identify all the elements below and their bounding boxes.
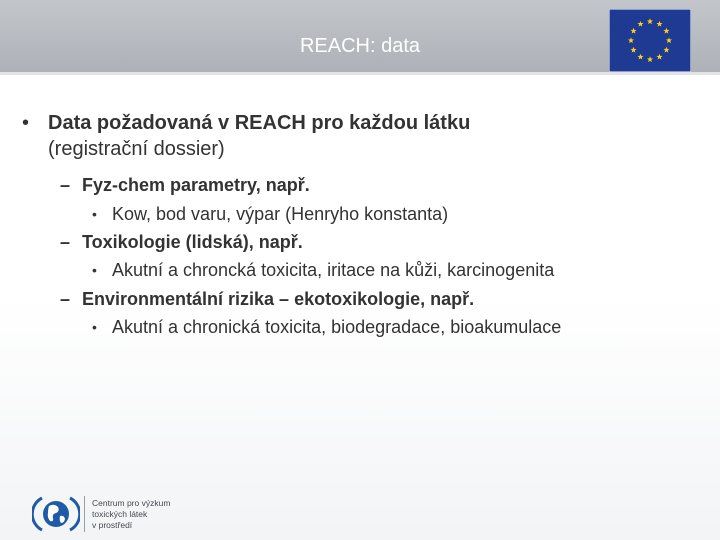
header-stripe — [0, 72, 720, 75]
globe-logo-icon — [32, 492, 80, 536]
logo-text-line: toxických látek — [92, 509, 148, 519]
subitem-text: Kow, bod varu, výpar (Henryho konstanta) — [112, 204, 449, 224]
main-bullet-normal: (registrační dossier) — [48, 138, 225, 160]
item-label: Fyz-chem parametry, např. — [82, 175, 310, 195]
item-label: Toxikologie (lidská), např. — [82, 232, 303, 252]
recetox-logo — [32, 492, 232, 536]
dash-marker: – — [60, 289, 71, 309]
bullet-dot: • — [92, 262, 97, 278]
logo-text-line: v prostředí — [92, 520, 133, 530]
bullet-dot: • — [92, 319, 97, 335]
subitem-text: Akutní a chroncká toxicita, iritace na kůži, karcinogenita — [112, 260, 555, 280]
dash-marker: – — [60, 175, 71, 195]
bullet-dot: • — [92, 206, 97, 222]
bullet-dot: • — [22, 112, 30, 134]
logo-separator — [84, 496, 85, 532]
logo-text-line: Centrum pro výzkum — [92, 498, 171, 508]
item-label: Environmentální rizika – ekotoxikologie, např. — [82, 289, 475, 309]
dash-marker: – — [60, 232, 71, 252]
main-bullet-bold: Data požadovaná v REACH pro každou látku — [48, 112, 471, 134]
subitem-text: Akutní a chronická toxicita, biodegradace, bioakumulace — [112, 317, 562, 337]
eu-flag-icon — [609, 9, 691, 72]
slide-title: REACH: data — [299, 35, 421, 57]
